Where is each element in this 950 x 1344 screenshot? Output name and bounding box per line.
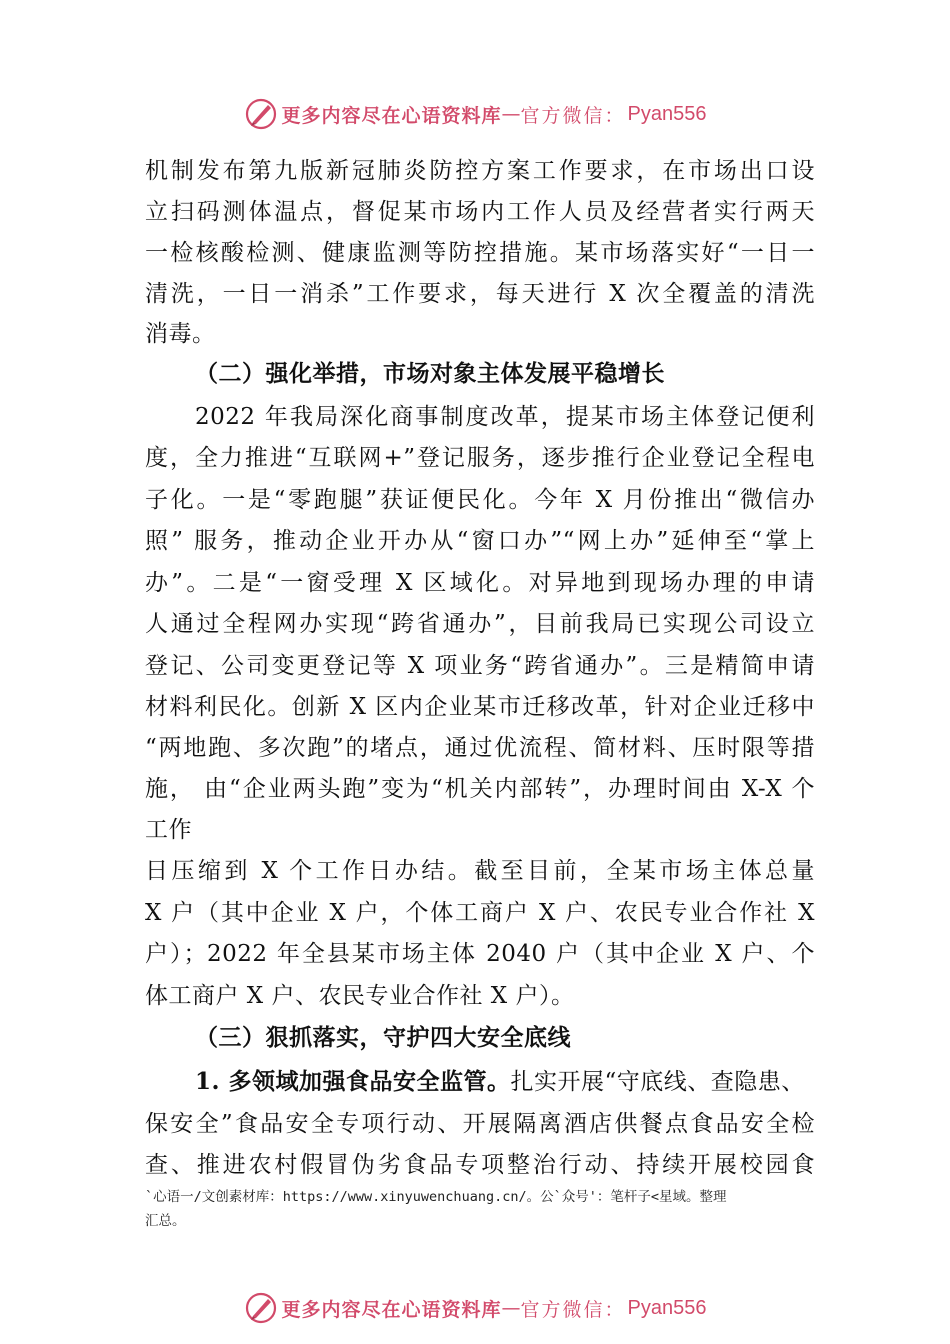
text-line: 人通过全程网办实现“跨省通办”，目前我局已实现公司设立 [145,611,815,637]
text-line: 查、推进农村假冒伪劣食品专项整治行动、持续开展校园食 [145,1152,815,1178]
promo-text: 更多内容尽在心语资料库 [281,1298,502,1321]
text-line: 工作 [145,817,192,843]
brand-logo-icon [244,1291,278,1325]
source-note [145,1185,835,1233]
text-line: 体工商户 X 户、农民专业合作社 X 户）。 [145,983,575,1009]
header-banner [0,94,950,134]
wechat-id: Pyan556 [627,1296,707,1319]
text-line: 消毒。 [145,321,216,347]
text-line: “两地跑、多次跑”的堵点，通过优流程、简材料、压时限等措 [145,735,815,761]
source-note-line: 汇总。 [145,1213,186,1229]
text-line: 施， 由“企业两头跑”变为“机关内部转”，办理时间由 X-X 个 [145,776,815,802]
text-line [195,1067,815,1097]
section-heading: （三）狠抓落实，守护四大安全底线 [195,1024,571,1051]
wechat-label: 官方微信： [520,104,626,127]
text-line: 保安全”食品安全专项行动、开展隔离酒店供餐点食品安全检 [145,1111,815,1137]
text-line: 立扫码测体温点，督促某市场内工作人员及经营者实行两天 [145,199,815,225]
footer-banner [0,1288,950,1328]
text-line: 子化。一是“零跑腿”获证便民化。今年 X 月份推出“微信办 [145,487,815,513]
text-line: 日压缩到 X 个工作日办结。截至目前，全某市场主体总量 [145,858,815,884]
subsection-title: 1. 多领域加强食品安全监管。 [195,1068,511,1095]
source-note-line: `心语一/文创素材库：https://www.xinyuwenchuang.cn/。公`众号'：笔杆子<星域。整理 [145,1189,727,1205]
text-line: 户）；2022 年全县某市场主体 2040 户（其中企业 X 户、个 [145,941,815,967]
text-line: 度，全力推进“互联网+”登记服务，逐步推行企业登记全程电 [145,445,815,471]
text-line: 清洗，一日一消杀”工作要求，每天进行 X 次全覆盖的清洗 [145,281,815,307]
text-line: 照” 服务，推动企业开办从“窗口办”“网上办”延伸至“掌上 [145,528,815,554]
text-line: 办”。二是“一窗受理 X 区域化。对异地到现场办理的申请 [145,570,815,596]
text-line: X 户（其中企业 X 户，个体工商户 X 户、农民专业合作社 X [145,900,815,926]
subsection-text: 扎实开展“守底线、查隐患、 [510,1069,805,1095]
text-line: 登记、公司变更登记等 X 项业务“跨省通办”。三是精简申请 [145,653,815,679]
wechat-label: 官方微信： [520,1298,626,1321]
text-line: 机制发布第九版新冠肺炎防控方案工作要求，在市场出口设 [145,158,815,184]
promo-text: 更多内容尽在心语资料库 [281,104,502,127]
text-line: 一检核酸检测、健康监测等防控措施。某市场落实好“一日一 [145,240,815,266]
text-line: 材料利民化。创新 X 区内企业某市迁移改革，针对企业迁移中 [145,694,815,720]
wechat-id: Pyan556 [627,102,707,125]
banner-separator: — [501,103,521,125]
text-line: 2022 年我局深化商事制度改革，提某市场主体登记便利 [195,404,815,430]
section-heading: （二）强化举措，市场对象主体发展平稳增长 [195,360,665,387]
banner-separator: — [501,1297,521,1319]
brand-logo-icon [244,97,278,131]
